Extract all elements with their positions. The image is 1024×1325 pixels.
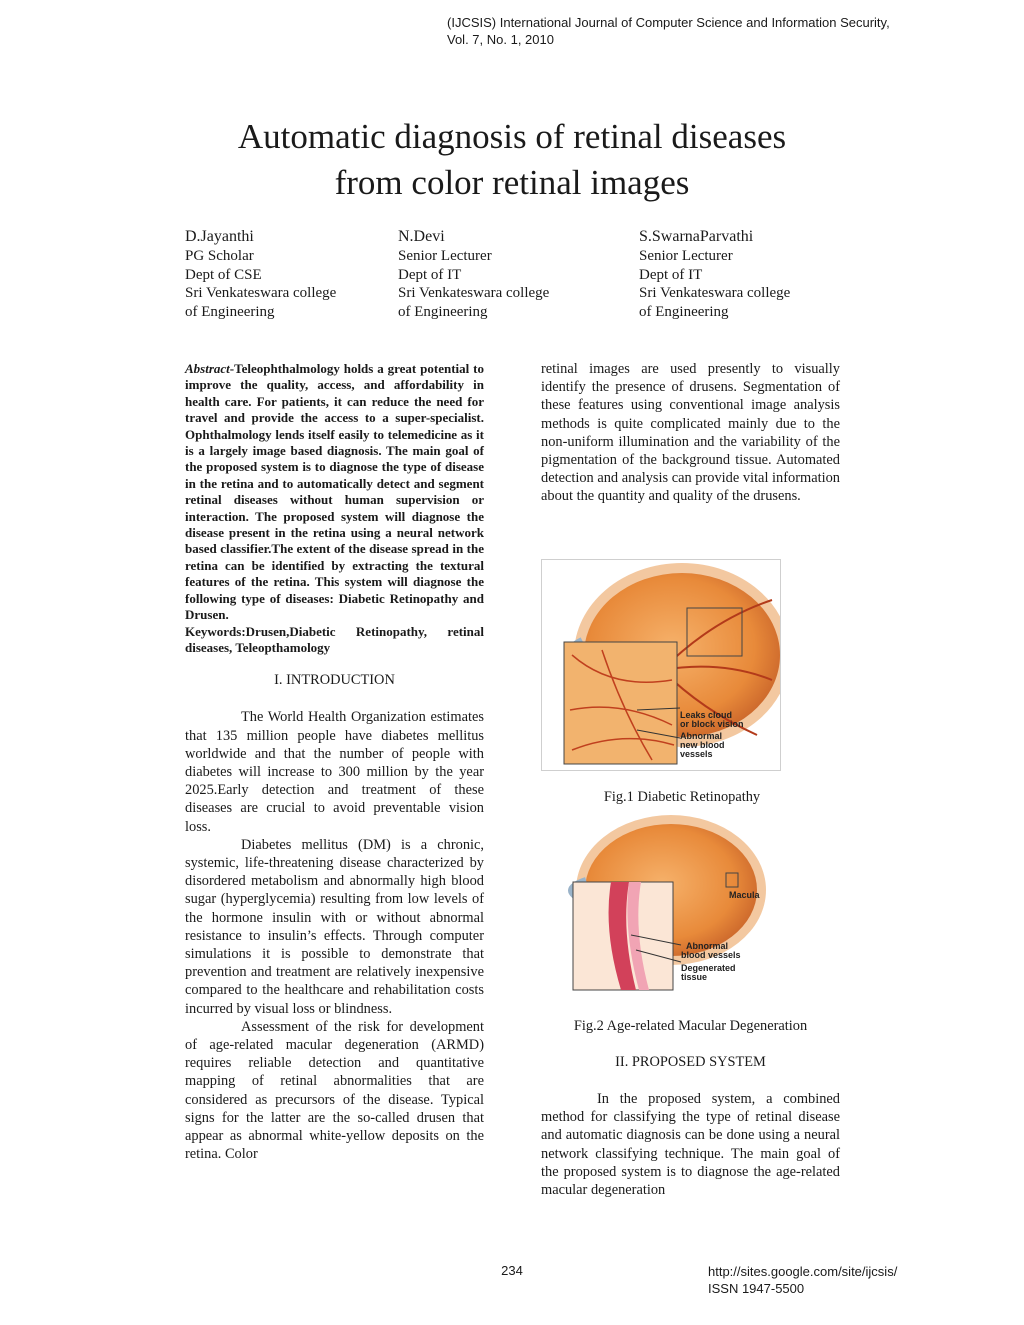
left-column: [185, 361, 484, 1163]
fig1-label-abnormal-3: vessels: [680, 749, 713, 759]
fig2-label-degenerated-1: Degenerated: [681, 963, 736, 973]
fig2-label-abnormal-2: blood vessels: [681, 950, 741, 960]
title-line-1: Automatic diagnosis of retinal diseases: [237, 117, 787, 156]
abstract: [185, 361, 484, 624]
author-block-3: [639, 227, 859, 321]
author-institution-2: of Engineering: [185, 303, 275, 320]
figure-2-image: [541, 810, 779, 995]
keywords: Keywords:Drusen,Diabetic Retinopathy, retinal diseases, Teleopthamology: [185, 623, 484, 655]
author-role: Senior Lecturer: [398, 248, 492, 264]
continued-paragraph: retinal images are used presently to visually identify the presence of drusens. Segmentation of these features using conventional image analysis methods is quite complicated mainly due to the non-uniform illumination and the variability of the pigmentation of the background tissue. Automated detection and analysis can provide vital information about the quantity and quality of the drusens.: [541, 361, 840, 505]
fig1-label-abnormal-1: Abnormal: [680, 731, 723, 741]
abstract-label: Abstract: [185, 361, 230, 376]
section-heading-proposed-system: II. PROPOSED SYSTEM: [615, 1054, 766, 1070]
author-dept: Dept of IT: [639, 266, 703, 283]
author-block-2: [398, 227, 598, 321]
abstract-text: -Teleophthalmology holds a great potential to improve the quality, access, and affordability in health care. For patients, it can reduce the need for travel and provide the access to a super-specialist. Ophthalmology lends itself easily to telemedicine as it is a largely image based diagnosis. The main goal of the proposed system is to diagnose the type of disease in the retina and to automatically detect and segment retinal diseases without human supervision or interaction. The proposed system will diagnose the disease present in the retina using a neural network based classifier.The extent of the disease spread in the retina can be identified by extracting the textural features of the retina. This system will diagnose the following type of diseases: Diabetic Retinopathy and Drusen.: [185, 361, 484, 623]
figure-1-image: [541, 559, 781, 771]
author-institution: Sri Venkateswara college: [639, 285, 791, 301]
author-institution: Sri Venkateswara college: [185, 285, 337, 301]
macular-eye-illustration: [541, 810, 779, 995]
footer-info: [708, 1263, 897, 1297]
intro-paragraph-3: Assessment of the risk for development of age-related macular degeneration (ARMD) requires reliable detection and quantitative mapping of retinal abnormalities that are considered as precursors of the disease. Typical signs for the latter are the so-called drusen that appear as abnormal white-yellow deposits on the retina. Color: [185, 1018, 484, 1163]
paper-title: [100, 114, 924, 206]
author-name: N.Devi: [398, 228, 445, 245]
author-dept: Dept of CSE: [185, 266, 262, 283]
journal-header: [447, 14, 1007, 48]
fig2-label-degenerated-2: tissue: [681, 972, 708, 982]
proposed-paragraph-1: In the proposed system, a combined method for classifying the type of retinal disease and automatic diagnosis can be done using a neural network classifying technique. The main goal of the proposed system is to diagnose the age-related macular degeneration: [541, 1091, 840, 1199]
author-role: PG Scholar: [185, 248, 254, 264]
right-column-text: [541, 360, 840, 506]
intro-paragraph-2: Diabetes mellitus (DM) is a chronic, systemic, life-threatening disease characterized by disordered metabolism and abnormally high blood sugar (hyperglycemia) resulting from low levels of the hormone insulin with or without abnormal resistance to insulin’s effects. Through computer simulations it is possible to demonstrate that prevention and treatment are relatively inexpensive compared to the healthcare and rehabilitation costs incurred by visual loss or blindness.: [185, 836, 484, 1017]
fig1-label-leaks-1: Leaks cloud: [680, 710, 733, 720]
fig2-label-abnormal-1: Abnormal: [686, 941, 729, 951]
footer-url: http://sites.google.com/site/ijcsis/: [708, 1264, 898, 1279]
figure-1-caption: Fig.1 Diabetic Retinopathy: [603, 789, 761, 805]
author-role: Senior Lecturer: [639, 248, 733, 264]
journal-line-1: (IJCSIS) International Journal of Computer Science and Information Security,: [447, 15, 890, 30]
section-heading-introduction: I. INTRODUCTION: [274, 672, 395, 689]
page-number: 234: [501, 1263, 523, 1278]
author-institution-2: of Engineering: [398, 303, 488, 320]
journal-line-2: Vol. 7, No. 1, 2010: [447, 32, 554, 47]
author-name: D.Jayanthi: [185, 228, 254, 245]
intro-paragraph-1: The World Health Organization estimates that 135 million people have diabetes mellitus worldwide and that the number of people with diabetes will increase to 300 million by the year 2025.Early detection and treatment of these diseases are crucial to avoid preventable vision loss.: [185, 709, 484, 835]
author-name: S.SwarnaParvathi: [639, 228, 754, 245]
author-dept: Dept of IT: [398, 266, 462, 283]
author-block-1: [185, 227, 385, 321]
fig1-label-abnormal-2: new blood: [680, 740, 725, 750]
footer-issn: ISSN 1947-5500: [708, 1281, 805, 1296]
author-institution-2: of Engineering: [639, 303, 729, 320]
proposed-system-text: [541, 1090, 840, 1199]
author-institution: Sri Venkateswara college: [398, 285, 550, 301]
fig1-label-leaks-2: or block vision: [680, 719, 744, 729]
figure-2-caption: Fig.2 Age-related Macular Degeneration: [573, 1018, 808, 1034]
title-line-2: from color retinal images: [334, 163, 690, 202]
eye-diagram-illustration: [542, 560, 780, 770]
fig2-label-macula: Macula: [729, 890, 760, 900]
